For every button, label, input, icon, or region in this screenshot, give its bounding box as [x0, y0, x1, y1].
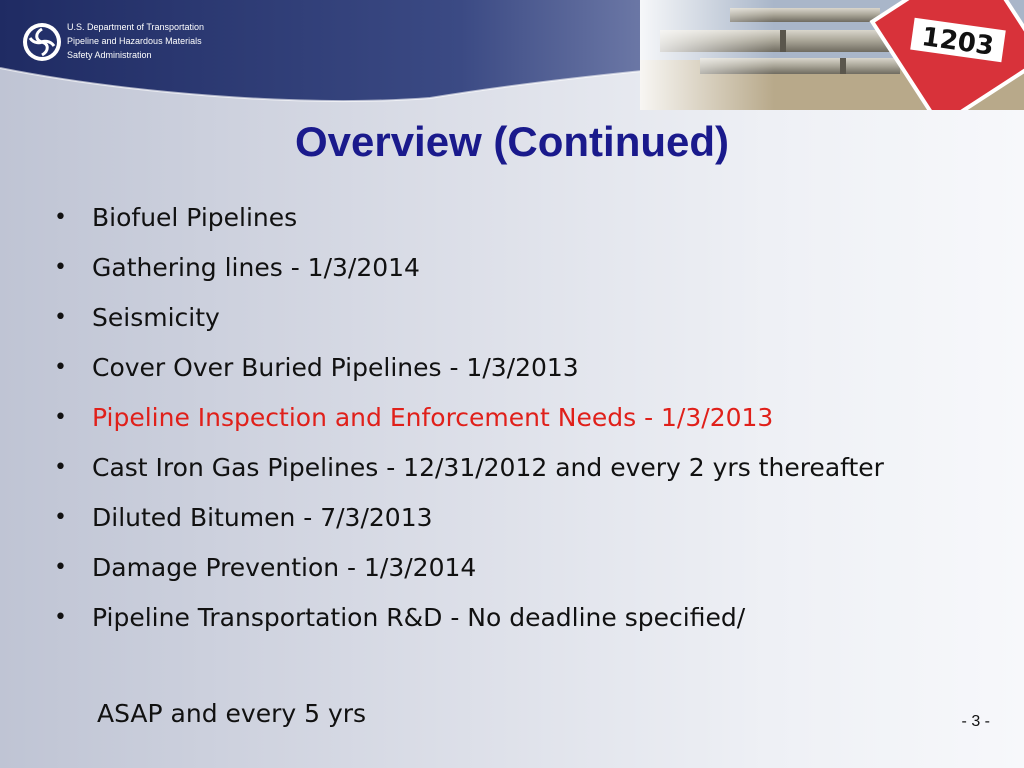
agency-line-3: Safety Administration [67, 50, 152, 60]
bullet-list [54, 201, 954, 651]
bullet-item [54, 301, 954, 335]
dot-logo [22, 22, 62, 62]
bullet-marker: • [54, 505, 67, 530]
bullet-marker: • [54, 455, 67, 480]
bullet-item [54, 551, 954, 585]
bullet-text: Cover Over Buried Pipelines - 1/3/2013 [92, 353, 579, 382]
bullet-item [54, 501, 954, 535]
pipeline-placard-photo [640, 0, 1024, 110]
bullet-text: Cast Iron Gas Pipelines - 12/31/2012 and every 2 yrs thereafter [92, 453, 884, 482]
bullet-text: Pipeline Transportation R&D - No deadline specified/ [92, 603, 746, 632]
bullet-text: Damage Prevention - 1/3/2014 [92, 553, 477, 582]
bullet-marker: • [54, 305, 67, 330]
bullet-marker: • [54, 355, 67, 380]
bullet-continuation: ASAP and every 5 yrs [97, 699, 367, 728]
page-number: - 3 - [961, 713, 990, 730]
bullet-item [54, 201, 954, 235]
bullet-item [54, 251, 954, 285]
bullet-marker: • [54, 555, 67, 580]
bullet-text: Diluted Bitumen - 7/3/2013 [92, 503, 433, 532]
bullet-text: Gathering lines - 1/3/2014 [92, 253, 420, 282]
bullet-marker: • [54, 205, 67, 230]
bullet-marker: • [54, 605, 67, 630]
bullet-item [54, 451, 954, 485]
bullet-item [54, 401, 954, 435]
bullet-text: Biofuel Pipelines [92, 203, 298, 232]
bullet-text: Pipeline Inspection and Enforcement Needs - 1/3/2013 [92, 403, 774, 432]
bullet-item [54, 601, 954, 635]
agency-name [67, 20, 204, 62]
bullet-item [54, 351, 954, 385]
agency-line-1: U.S. Department of Transportation [67, 22, 205, 32]
bullet-marker: • [54, 255, 67, 280]
slide-title: Overview (Continued) [294, 118, 730, 165]
bullet-text: Seismicity [92, 303, 220, 332]
agency-line-2: Pipeline and Hazardous Materials [67, 36, 202, 46]
bullet-marker: • [54, 405, 67, 430]
